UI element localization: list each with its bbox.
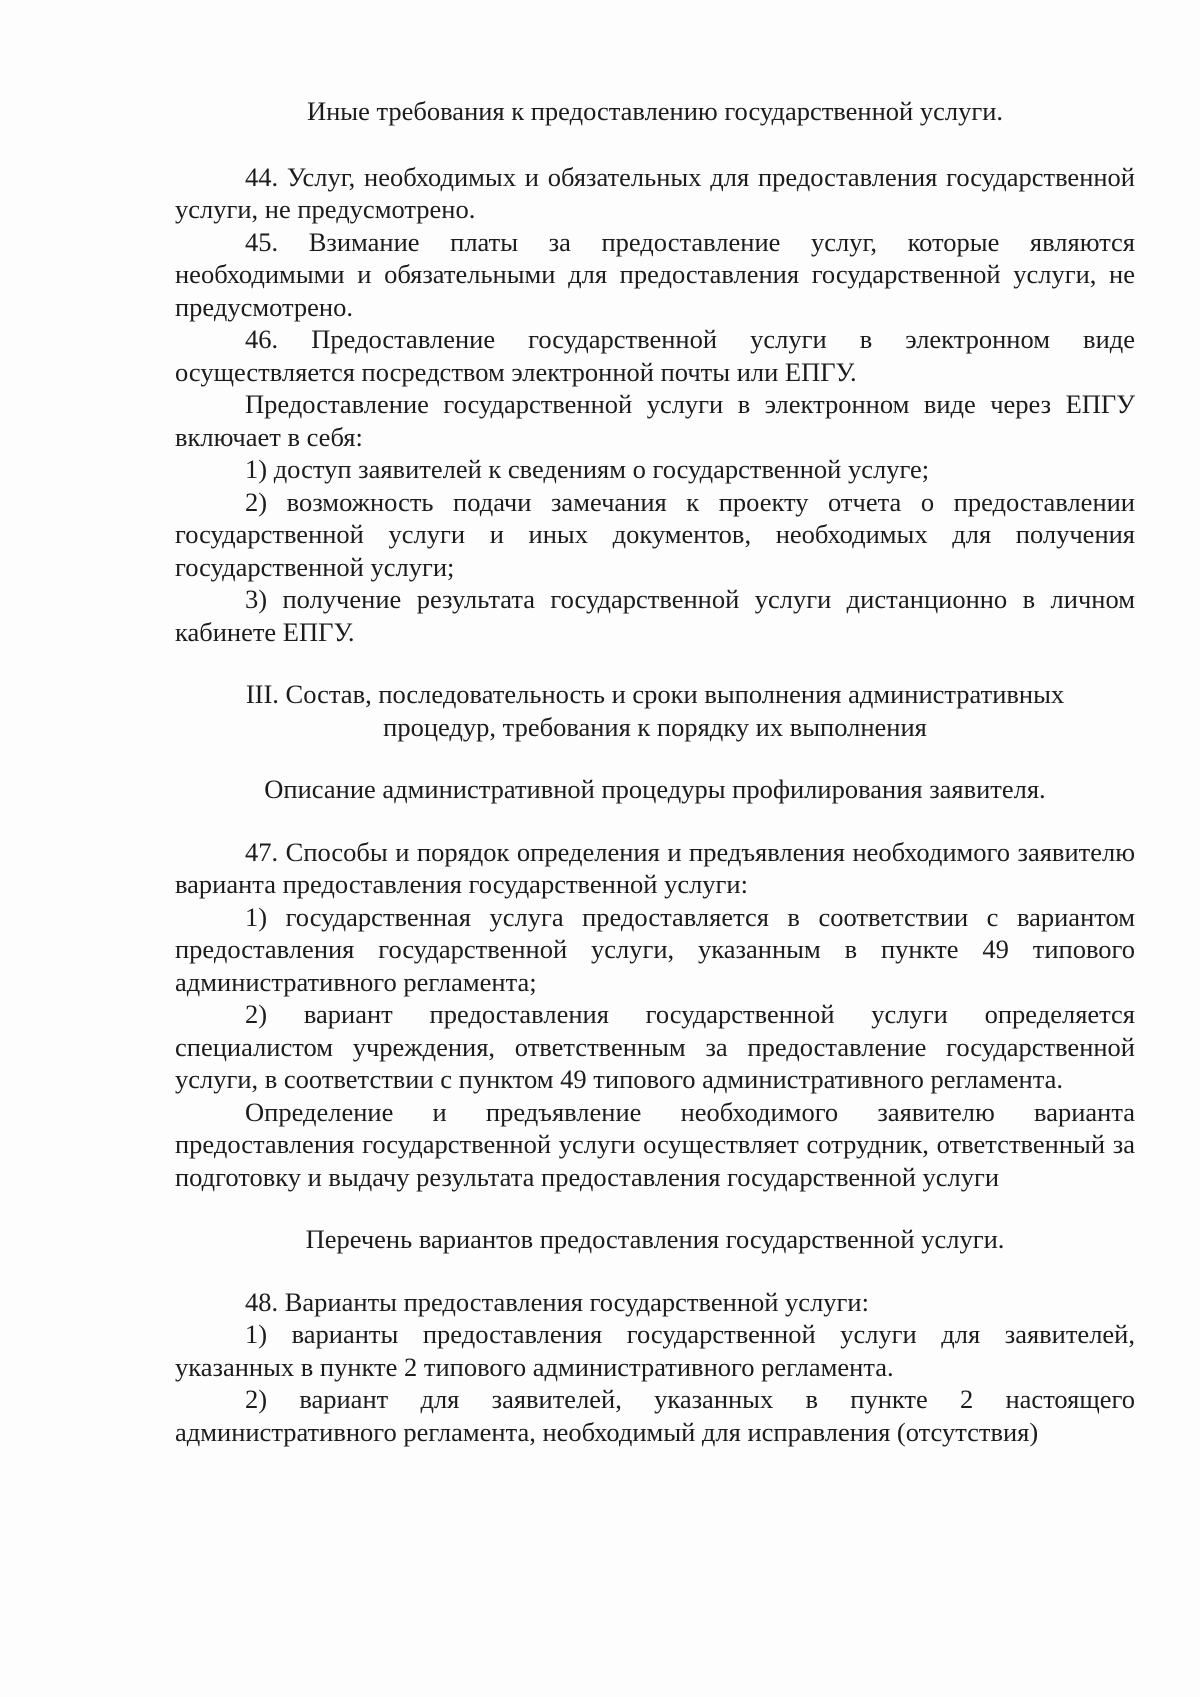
- document-body: [175, 95, 1135, 1448]
- spacer: [175, 128, 1135, 161]
- paragraph-48: 48. Варианты предоставления государственной услуги:: [245, 1286, 869, 1317]
- paragraph-47: 47. Способы и порядок определения и предъявления необходимого заявителю варианта предоставления государственной услуги:: [175, 836, 1135, 899]
- paragraph-45: 45. Взимание платы за предоставление услуг, которые являются необходимыми и обязательными для предоставления государственной услуги, не предусмотрено.: [175, 226, 1135, 322]
- subheading-variants: Перечень вариантов предоставления государственной услуги.: [305, 1224, 1005, 1254]
- subheading-profiling: Описание административной процедуры профилирования заявителя.: [264, 774, 1046, 804]
- spacer: [175, 1256, 1135, 1286]
- section-3-heading-line-1: III. Состав, последовательность и сроки выполнения административных: [245, 679, 1065, 709]
- paragraph-46-item-3: 3) получение результата государственной услуги дистанционно в личном кабинете ЕПГУ.: [175, 584, 1135, 647]
- spacer: [175, 743, 1135, 773]
- spacer: [175, 648, 1135, 678]
- paragraph-47-definition: Определение и предъявление необходимого заявителю варианта предоставления государственной услуги осуществляет сотрудник, ответственный за подготовку и выдачу результата предоставления государственной услуги: [175, 1096, 1135, 1192]
- paragraph-44: 44. Услуг, необходимых и обязательных для предоставления государственной услуги, не предусмотрено.: [175, 161, 1135, 224]
- paragraph-46-intro: Предоставление государственной услуги в электронном виде через ЕПГУ включает в себя:: [175, 389, 1135, 452]
- paragraph-47-item-2: 2) вариант предоставления государственной услуги определяется специалистом учреждения, ответственным за предоставление государственной услуги, в соответствии с пунктом 49 типового административного регламента.: [175, 999, 1135, 1094]
- paragraph-46-item-1: 1) доступ заявителей к сведениям о государственной услуге;: [245, 454, 930, 484]
- section-3-heading-line-2: процедур, требования к порядку их выполнения: [383, 711, 927, 742]
- paragraph-46-item-2: 2) возможность подачи замечания к проекту отчета о предоставлении государственной услуги и иных документов, необходимых для получения государственной услуги;: [175, 486, 1135, 582]
- paragraph-46: 46. Предоставление государственной услуги в электронном виде осуществляется посредством электронной почты или ЕПГУ.: [175, 324, 1135, 387]
- paragraph-48-item-1: 1) варианты предоставления государственной услуги для заявителей, указанных в пункте 2 типового административного регламента.: [175, 1319, 1135, 1382]
- paragraph-48-item-2: 2) вариант для заявителей, указанных в пункте 2 настоящего административного регламента, необходимый для исправления (отсутствия): [175, 1384, 1135, 1447]
- spacer: [175, 806, 1135, 836]
- spacer: [175, 1193, 1135, 1223]
- paragraph-47-item-1: 1) государственная услуга предоставляется в соответствии с вариантом предоставления государственной услуги, указанным в пункте 49 типового административного регламента;: [175, 901, 1135, 997]
- section-heading-other-requirements: Иные требования к предоставлению государственной услуги.: [306, 96, 1003, 126]
